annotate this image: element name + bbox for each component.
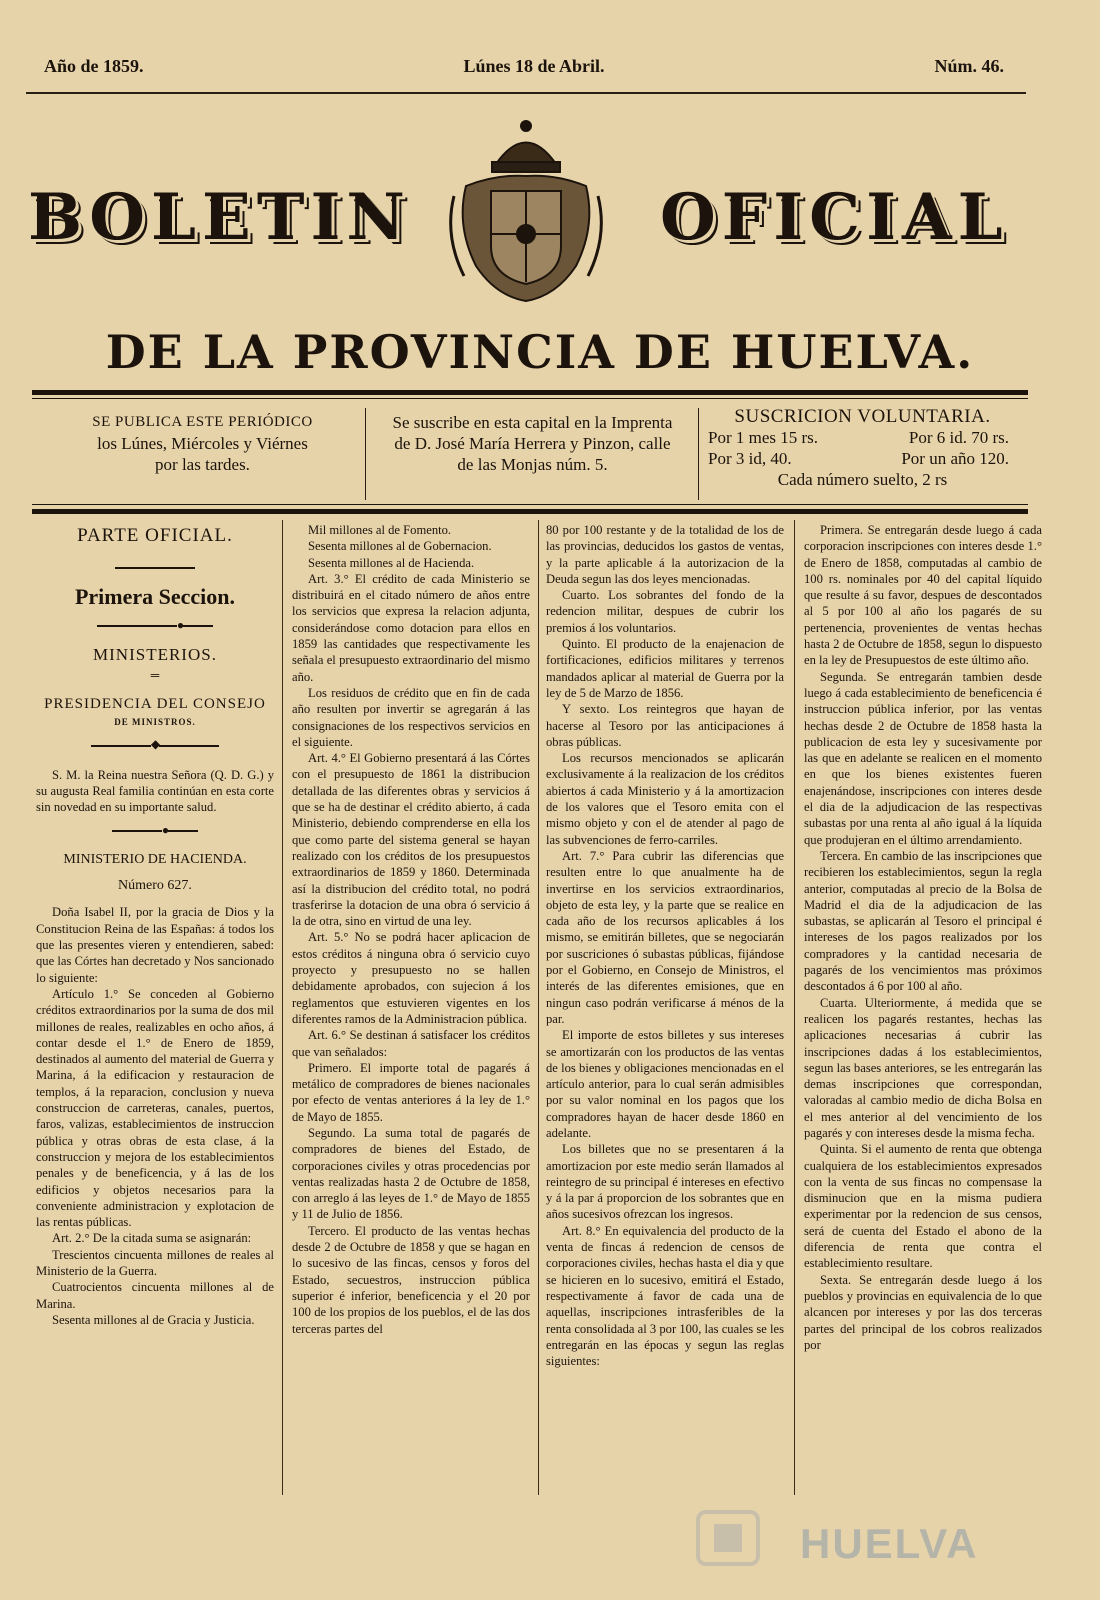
masthead-rule: [32, 390, 1028, 395]
ministries-heading: MINISTERIOS.: [93, 645, 217, 665]
paragraph: Cuatrocientos cincuenta millones al de Marina.: [36, 1280, 274, 1311]
paragraph: Art. 8.° En equivalencia del producto de la venta de fincas á redencion de censos de corporaciones civiles, hechas hasta el dia y que se hicieren en lo sucesivo, emitirá el Estado, respectivamente á favor de cada una de aquellas, inscripciones intrasferibles de la renta consolidada al 3 por 100, las cuales se les entregarán en las épocas y segun las reglas siguientes:: [546, 1223, 784, 1369]
price-1-month: Por 1 mes 15 rs.: [708, 428, 819, 447]
paragraph: Art. 7.° Para cubrir las diferencias que resulten entre lo que anualmente ha de invertirse en los servicios extraordinarios, objeto de esta ley, y la parte que se realice en cada año de los recursos aplicables á los mismo, se emitirán billetes, que se negociarán por suscriciones ó subastas públicas, fijándose por el Gobierno, en Consejo de Ministros, el interés de las diferentes emisiones, que en ningun caso podrán verificarse á ménos de la par.: [546, 848, 784, 1026]
paragraph: Sesenta millones al de Gobernacion.: [308, 539, 492, 554]
hacienda-heading: MINISTERIO DE HACIENDA.: [63, 851, 247, 867]
paragraph: S. M. la Reina nuestra Señora (Q. D. G.) y su augusta Real familia continúan en esta corte sin novedad en su importante salud.: [36, 767, 274, 815]
presidency-heading: PRESIDENCIA DEL CONSEJO: [44, 695, 266, 712]
paragraph: Sesenta millones al de Hacienda.: [308, 555, 475, 570]
publication-schedule: [40, 402, 365, 502]
paragraph: Sexta. Se entregarán desde luego á los pueblos y provincias en equivalencia de lo que alcancen por intereses y por las dos terceras partes del principal de los cobros realizados por: [804, 1272, 1042, 1352]
price-6-months: Por 6 id. 70 rs.: [908, 428, 1009, 447]
paragraph: Primero. El importe total de pagarés á metálico de compradores de bienes nacionales por efecto de ventas anteriores á la ley de 1.° de Mayo de 1855.: [292, 1060, 530, 1124]
paragraph: Quinta. Si el aumento de renta que obtenga cualquiera de los establecimientos expresados con la venta de sus fincas no compensase la disminucion que en la misma pudiera experimentar por la redencion de sus censos, será de cuenta del Estado el abono de la diferencia de renta que contra el establecimiento resultare.: [804, 1142, 1042, 1271]
paragraph: Los billetes que no se presentaren á la amortizacion por este medio serán llamados al reintegro de su principal é intereses en efectivo y á la par á proporcion de los sobrantes que en años sucesivos ofrezcan los ingresos.: [546, 1142, 784, 1222]
section-subheading: Primera Seccion.: [74, 583, 236, 609]
paragraph: Artículo 1.° Se conceden al Gobierno créditos extraordinarios por la suma de dos mil millones de reales, realizables en ocho años, á contar desde el 1.° de Enero de 1859, destinados al aumento del material de Guerra y Marina, á la edificacion y restauracion de templos, á la reparacion, conclusion y nueva construccion de carreteras, canales, puertos, faros, valizas, establecimientos de instruccion pública y otras obras de esta clase, á la construccion y mejora de los establecimientos penales y de beneficencia, y á las de los edificios y objetos necesarios para la conveniente administracion y explotacion de las rentas públicas.: [36, 986, 274, 1230]
column-divider: [538, 520, 539, 1495]
paragraph: Cuarto. Los sobrantes del fondo de la redencion militar, despues de cubrir los premios á los voluntarios.: [546, 588, 784, 635]
price-1-year: Por un año 120.: [901, 449, 1009, 468]
info-divider: [365, 408, 366, 500]
price-3-months: Por 3 id, 40.: [708, 449, 792, 468]
info-rule: [32, 509, 1028, 514]
document-number: Número 627.: [118, 878, 192, 894]
prices-row-1: [700, 427, 1025, 448]
paragraph: Trescientos cincuenta millones de reales al Ministerio de la Guerra.: [36, 1247, 274, 1278]
royal-crest-icon: [436, 116, 616, 306]
schedule-line-1: SE PUBLICA ESTE PERIÓDICO: [92, 414, 313, 430]
ornament-divider: [36, 558, 274, 574]
subscription-line-3: de las Monjas núm. 5.: [457, 455, 608, 474]
archive-watermark: HUELVA: [800, 1520, 979, 1567]
issue-year: Año de 1859.: [44, 56, 144, 76]
presidency-subheading: DE MINISTROS.: [114, 717, 196, 728]
column-divider: [794, 520, 795, 1495]
ornament-divider: ●: [36, 822, 274, 838]
issue-number: Núm. 46.: [934, 56, 1004, 76]
subscription-location: [370, 402, 695, 502]
paragraph: Cuarta. Ulteriormente, á medida que se realicen los pagarés restantes, hechas las aplicaciones necesarias á cubrir las inscripciones dadas á los establecimientos, segun las bases anteriores, se les entregarán las demas inscripciones que correspondan, valoradas al cambio medio de dicha Bolsa en el mes anterior al del vencimiento de los pagarés y con intereses desde la misma fecha.: [804, 995, 1042, 1140]
paragraph: Doña Isabel II, por la gracia de Dios y la Constitucion Reina de las Españas: á todos los que las presentes vieren y entendieren, sabed: que las Córtes han decretado y Nos sancionado lo siguiente:: [36, 905, 274, 985]
schedule-line-3: por las tardes.: [155, 455, 250, 474]
prices-heading: SUSCRICION VOLUNTARIA.: [734, 406, 991, 427]
paragraph: Art. 6.° Se destinan á satisfacer los créditos que van señalados:: [292, 1028, 530, 1059]
paragraph: Tercera. En cambio de las inscripciones que recibieren los establecimientos, segun la regla anterior, computadas al precio de la Bolsa de Madrid el dia de la adjudicacion de las subastas, se aplicarán al Tesoro el principal é intereses de los pagos realizados por los compradores y la cantidad necesaria de pagarés de los vencimientos mas próximos descontados á 6 por 100 al año.: [804, 848, 1042, 994]
top-rule: [26, 92, 1026, 94]
paragraph: Los residuos de crédito que en fin de cada año resulten por invertir se agregarán á las consignaciones de los respectivos servicios en el siguiente.: [292, 685, 530, 749]
column-3: [546, 522, 784, 1522]
paragraph: Mil millones al de Fomento.: [308, 523, 452, 537]
ornament-divider: ●: [36, 617, 274, 633]
masthead-title-right: OFICIAL: [660, 180, 1009, 255]
paragraph: Tercero. El producto de las ventas hechas desde 2 de Octubre de 1858 y que se hagan en lo sucesivo de las fincas, censos y foros del Estado, secuestros, instruccion pública superior é inferior, beneficencia y el 20 por 100 de los propios de los pueblos, el de las dos terceras partes del: [292, 1223, 530, 1336]
subscription-line-2: de D. José María Herrera y Pinzon, calle: [394, 434, 671, 453]
paragraph: Sesenta millones al de Gracia y Justicia.: [52, 1312, 255, 1327]
double-rule: ═: [150, 668, 160, 683]
paragraph: Los recursos mencionados se aplicarán exclusivamente á la realizacion de los créditos abiertos á cada Ministerio y á la amortizacion de los valores que el Tesoro emita con el mismo objeto y con el de atender al pago de las subvenciones de ferro-carriles.: [546, 751, 784, 847]
issue-date: Lúnes 18 de Abril.: [463, 56, 605, 76]
column-divider: [282, 520, 283, 1495]
paragraph: Y sexto. Los reintegros que hayan de hacerse al Tesoro por las anticipaciones á obras públicas.: [546, 702, 784, 749]
paragraph: Quinto. El producto de la enajenacion de fortificaciones, edificios militares y terrenos mandados aplicar al material de Guerra por la ley de 5 de Marzo de 1856.: [546, 637, 784, 700]
paragraph: 80 por 100 restante y de la totalidad de los de las provincias, deducidos los gastos de ventas, y la parte aplicable á la autorizacion de la Deuda segun las dos leyes mencionadas.: [546, 523, 784, 586]
info-divider: [698, 408, 699, 500]
masthead-subtitle: DE LA PROVINCIA DE HUELVA.: [105, 325, 975, 379]
paragraph: Art. 4.° El Gobierno presentará á las Córtes con el presupuesto de 1861 la distribucion detallada de las diferentes obras y servicios á que se ha de destinar el crédito abierto, á cada Ministerio, debiendo comprenderse en ella los que como parte del sistema general se hayan realizado con los créditos de los presupuestos extraordinarios de 1859 y 1860. Determinada así la distribucion del crédito total, no podrá trasferirse la dotacion de una obra ó servicio á la de otra, sino en virtud de una ley.: [292, 751, 530, 929]
paragraph: Art. 3.° El crédito de cada Ministerio se distribuirá en el citado número de años entre los servicios que expresa la relacion adjunta, considerándose como dotacion para ellos en 1859 las cantidades que respectivamente les señala el presupuesto extraordinario del mismo año.: [292, 571, 530, 684]
info-rule-thin: [32, 504, 1028, 505]
subscription-line-1: Se suscribe en esta capital en la Imprenta: [392, 413, 673, 432]
masthead-rule-thin: [32, 398, 1028, 399]
paragraph: Art. 2.° De la citada suma se asignarán:: [52, 1231, 252, 1246]
column-4: [804, 522, 1042, 1522]
paragraph: Primera. Se entregarán desde luego á cada corporacion inscripciones con interes desde 1.° de Enero de 1858, computadas al cambio de 100 rs. nominales por 40 del capital líquido que resulte á su favor, despues de descontados al 5 por 100 al año los pagarés de su pertenencia, provenientes de ventas hechas hasta 2 de Octubre de 1858, segun lo dispuesto en la ley de Presupuestos de este último año.: [804, 523, 1042, 668]
ornament-divider: ◆: [36, 736, 274, 752]
paragraph: Segundo. La suma total de pagarés de compradores de bienes del Estado, de corporaciones civiles y otras procedencias por ventas realizadas hasta 2 de Octubre de 1858, con arreglo á las leyes de 1.° de Mayo de 1855 y 11 de Julio de 1856.: [292, 1125, 530, 1222]
subscription-prices: [700, 402, 1025, 502]
paragraph: El importe de estos billetes y sus intereses se amortizarán con los productos de las ventas de los bienes y obligaciones mencionadas en el artículo anterior, para lo cual serán admisibles por su valor nominal en los pagos que los compradores hayan de hacer desde 1860 en adelante.: [546, 1028, 784, 1140]
paragraph: Art. 5.° No se podrá hacer aplicacion de estos créditos á ninguna obra ó servicio cuyo proyecto y presupuesto no se hallen debidamente aprobados, con sujecion á los reglamentos que estuvieren vigentes en los diferentes ramos de la Administracion pública.: [292, 930, 530, 1026]
prices-row-2: [700, 448, 1025, 469]
masthead-title-left: BOLETIN: [28, 180, 411, 255]
dateline: [44, 56, 1004, 84]
column-2: [292, 522, 530, 1522]
section-heading: PARTE OFICIAL.: [77, 525, 233, 546]
schedule-line-2: los Lúnes, Miércoles y Viérnes: [97, 434, 308, 453]
price-single-issue: Cada número suelto, 2 rs: [777, 470, 948, 489]
paragraph: Segunda. Se entregarán tambien desde luego á cada establecimiento de beneficencia é instruccion pública inferior, por las ventas hechas desde 2 de Octubre de 1858 hasta la publicacion de esta ley y sucesivamente por las que en adelante se realicen en el momento en que los bienes existentes fueren enajenándose, inscripciones con interes desde el dia de la adjudicacion de las respectivas subastas por una renta al año igual á la líquida que produjeran en el último arrendamiento.: [804, 669, 1042, 847]
column-1: [36, 522, 274, 1522]
